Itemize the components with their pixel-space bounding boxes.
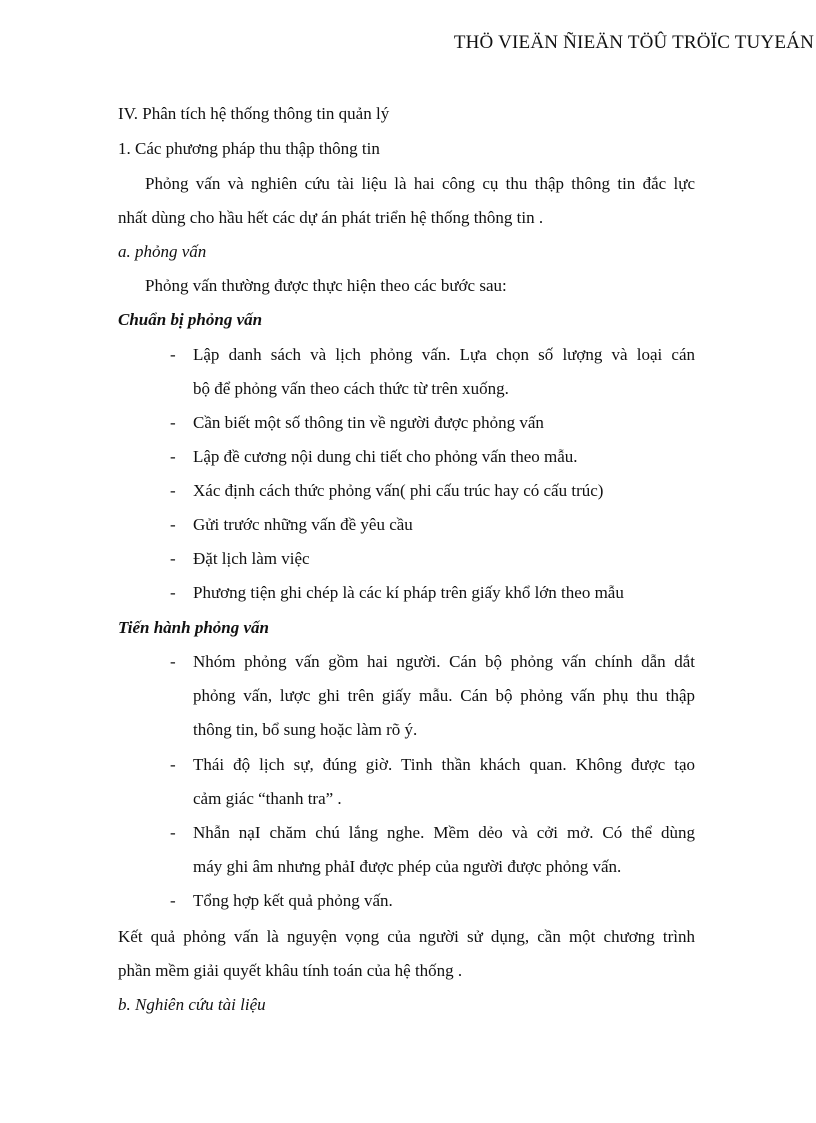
list-item: Đặt lịch làm việc: [193, 549, 310, 568]
result-paragraph-line: Kết quả phỏng vấn là nguyện vọng của người sử dụng, cần một chương trình: [118, 927, 695, 946]
list-item: Lập danh sách và lịch phỏng vấn. Lựa chọn số lượng và loại cán: [193, 345, 695, 364]
sub-heading: 1. Các phương pháp thu thập thông tin: [118, 139, 380, 158]
list-dash: -: [170, 755, 176, 774]
result-paragraph-line: phần mềm giải quyết khâu tính toán của hệ thống .: [118, 961, 463, 980]
list-dash: -: [170, 447, 176, 466]
list-item: máy ghi âm nhưng phảI được phép của người được phỏng vấn.: [193, 857, 622, 876]
list-item: Gửi trước những vấn đề yêu cầu: [193, 515, 413, 534]
page-header: THÖ VIEÄN ÑIEÄN TÖÛ TRÖÏC TUYEÁN: [453, 32, 814, 53]
list-dash: -: [170, 515, 176, 534]
list-item: Thái độ lịch sự, đúng giờ. Tinh thần khách quan. Không được tạo: [193, 755, 695, 774]
list-dash: -: [170, 549, 176, 568]
list-dash: -: [170, 583, 176, 602]
list-item: Cần biết một số thông tin về người được phỏng vấn: [193, 413, 544, 432]
list-item: Phương tiện ghi chép là các kí pháp trên giấy khổ lớn theo mẫu: [193, 583, 624, 602]
list-item: Xác định cách thức phỏng vấn( phi cấu trúc hay có cấu trúc): [193, 481, 604, 500]
list-item: Nhẫn nạI chăm chú lắng nghe. Mềm dẻo và cởi mở. Có thể dùng: [193, 823, 695, 842]
list-dash: -: [170, 823, 176, 842]
list-dash: -: [170, 652, 176, 671]
intro-paragraph-line: Phỏng vấn và nghiên cứu tài liệu là hai công cụ thu thập thông tin đắc lực: [145, 174, 695, 193]
part-a-intro: Phỏng vấn thường được thực hiện theo các bước sau:: [145, 276, 507, 295]
list-dash: -: [170, 481, 176, 500]
list-item: phỏng vấn, lược ghi trên giấy mẫu. Cán bộ phỏng vấn phụ thu thập: [193, 686, 695, 705]
list-item: Tổng hợp kết quả phỏng vấn.: [193, 891, 393, 910]
list-item: thông tin, bổ sung hoặc làm rõ ý.: [193, 720, 418, 739]
list-dash: -: [170, 413, 176, 432]
section-heading: IV. Phân tích hệ thống thông tin quản lý: [118, 104, 390, 123]
list-dash: -: [170, 345, 176, 364]
list-item: Lập đề cương nội dung chi tiết cho phỏng vấn theo mẫu.: [193, 447, 578, 466]
list-dash: -: [170, 891, 176, 910]
part-b-label: b. Nghiên cứu tài liệu: [118, 995, 266, 1014]
list-item: bộ để phỏng vấn theo cách thức từ trên xuống.: [193, 379, 509, 398]
conduct-title: Tiến hành phỏng vấn: [118, 618, 269, 637]
list-item: cảm giác “thanh tra” .: [193, 789, 342, 808]
prepare-title: Chuẩn bị phỏng vấn: [118, 310, 263, 329]
intro-paragraph-line: nhất dùng cho hầu hết các dự án phát triển hệ thống thông tin .: [118, 208, 544, 227]
part-a-label: a. phỏng vấn: [118, 242, 207, 261]
list-item: Nhóm phỏng vấn gồm hai người. Cán bộ phỏng vấn chính dẫn dắt: [193, 652, 695, 671]
